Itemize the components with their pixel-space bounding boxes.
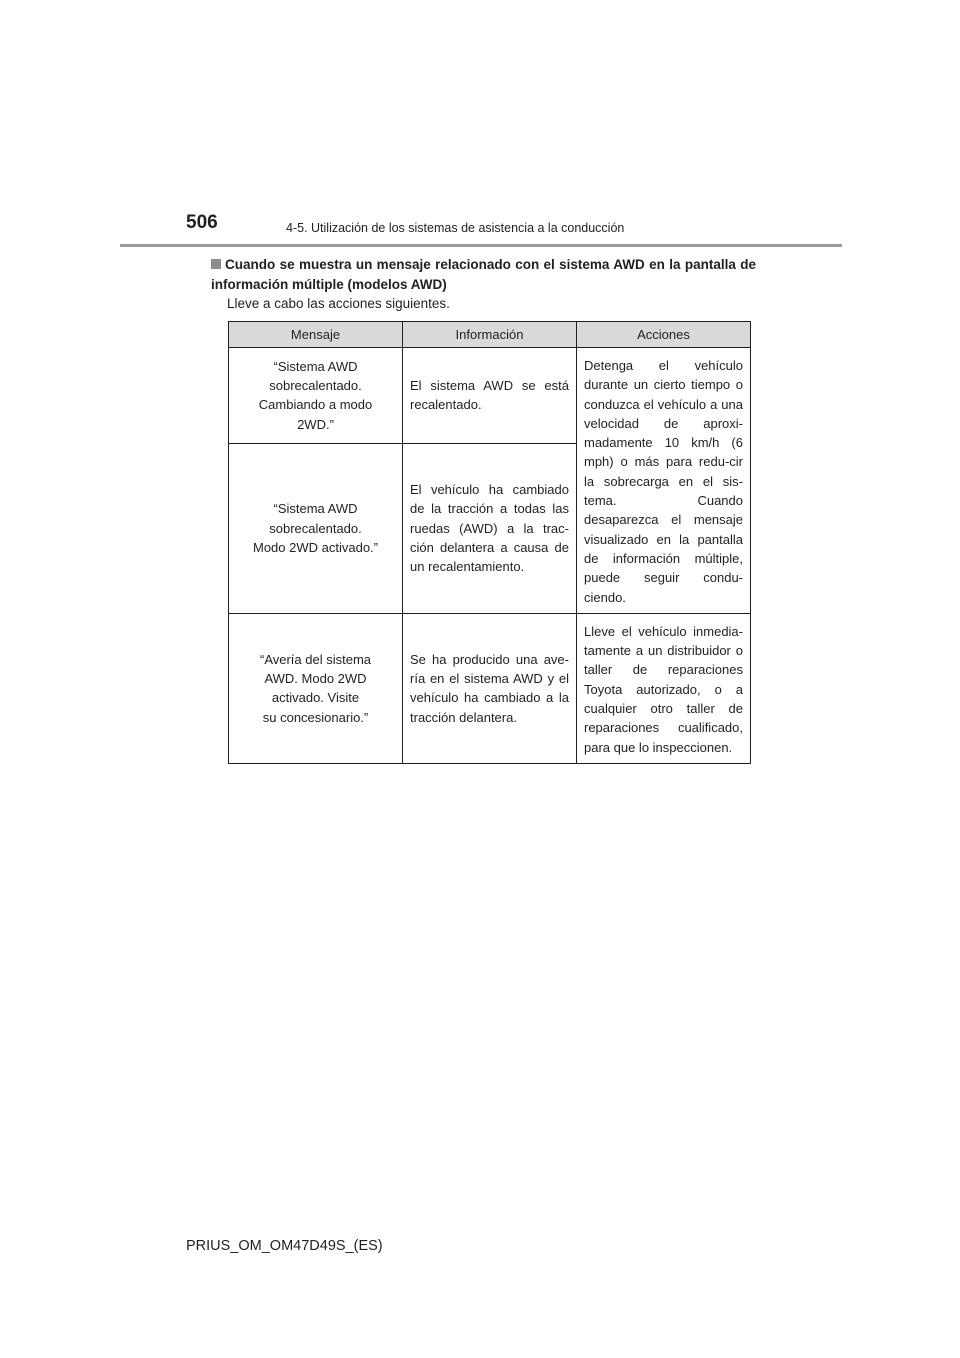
awd-message-table (228, 321, 751, 764)
header-informacion: Información (403, 322, 577, 348)
message-line: AWD. Modo 2WD (264, 671, 367, 687)
information-cell: El vehículo ha cambiado de la tracción a todas las ruedas (AWD) a la trac-ción delantera a causa de un recalentamiento. (403, 443, 577, 613)
message-cell (229, 443, 403, 613)
message-cell (229, 348, 403, 444)
message-line: Cambiando a modo (258, 397, 373, 413)
subheading (211, 255, 756, 295)
header-acciones: Acciones (577, 322, 751, 348)
subheading-text: Cuando se muestra un mensaje relacionado con el sistema AWD en la pantalla de información múltiple (modelos AWD) (211, 257, 756, 292)
action-cell: Detenga el vehículo durante un cierto tiempo o conduzca el vehículo a una velocidad de aproxi-madamente 10 km/h (6 mph) o más para redu-cir la sobrecarga en el sis-tema. Cuando desaparezca el mensaje visualizado en la pantalla de información múltiple, puede seguir condu-ciendo. (577, 348, 751, 614)
message-line: su concesionario.” (262, 709, 369, 725)
section-header: 4-5. Utilización de los sistemas de asistencia a la conducción (286, 221, 625, 235)
header-mensaje: Mensaje (229, 322, 403, 348)
message-line: sobrecalentado. (269, 378, 362, 394)
message-line: sobrecalentado. (269, 520, 362, 536)
message-cell (229, 613, 403, 763)
page-number: 506 (186, 212, 218, 233)
message-line: 2WD.” (297, 416, 334, 432)
header-rule (120, 244, 842, 247)
intro-text: Lleve a cabo las acciones siguientes. (227, 296, 450, 311)
message-line: “Avería del sistema (259, 651, 372, 667)
message-line: “Sistema AWD (273, 358, 358, 374)
table-header-row (229, 322, 751, 348)
table-row (229, 348, 751, 444)
information-cell: El sistema AWD se está recalentado. (403, 348, 577, 444)
action-cell: Lleve el vehículo inmedia-tamente a un distribuidor o taller de reparaciones Toyota autorizado, o a cualquier otro taller de reparaciones cualificado, para que lo inspeccionen. (577, 613, 751, 763)
message-line: “Sistema AWD (273, 501, 358, 517)
bullet-square-icon (211, 259, 221, 269)
message-line: activado. Visite (271, 690, 360, 706)
table-row (229, 613, 751, 763)
document-footer: PRIUS_OM_OM47D49S_(ES) (186, 1238, 383, 1254)
message-line: Modo 2WD activado.” (253, 539, 378, 555)
information-cell: Se ha producido una ave-ría en el sistema AWD y el vehículo ha cambiado a la tracción delantera. (403, 613, 577, 763)
